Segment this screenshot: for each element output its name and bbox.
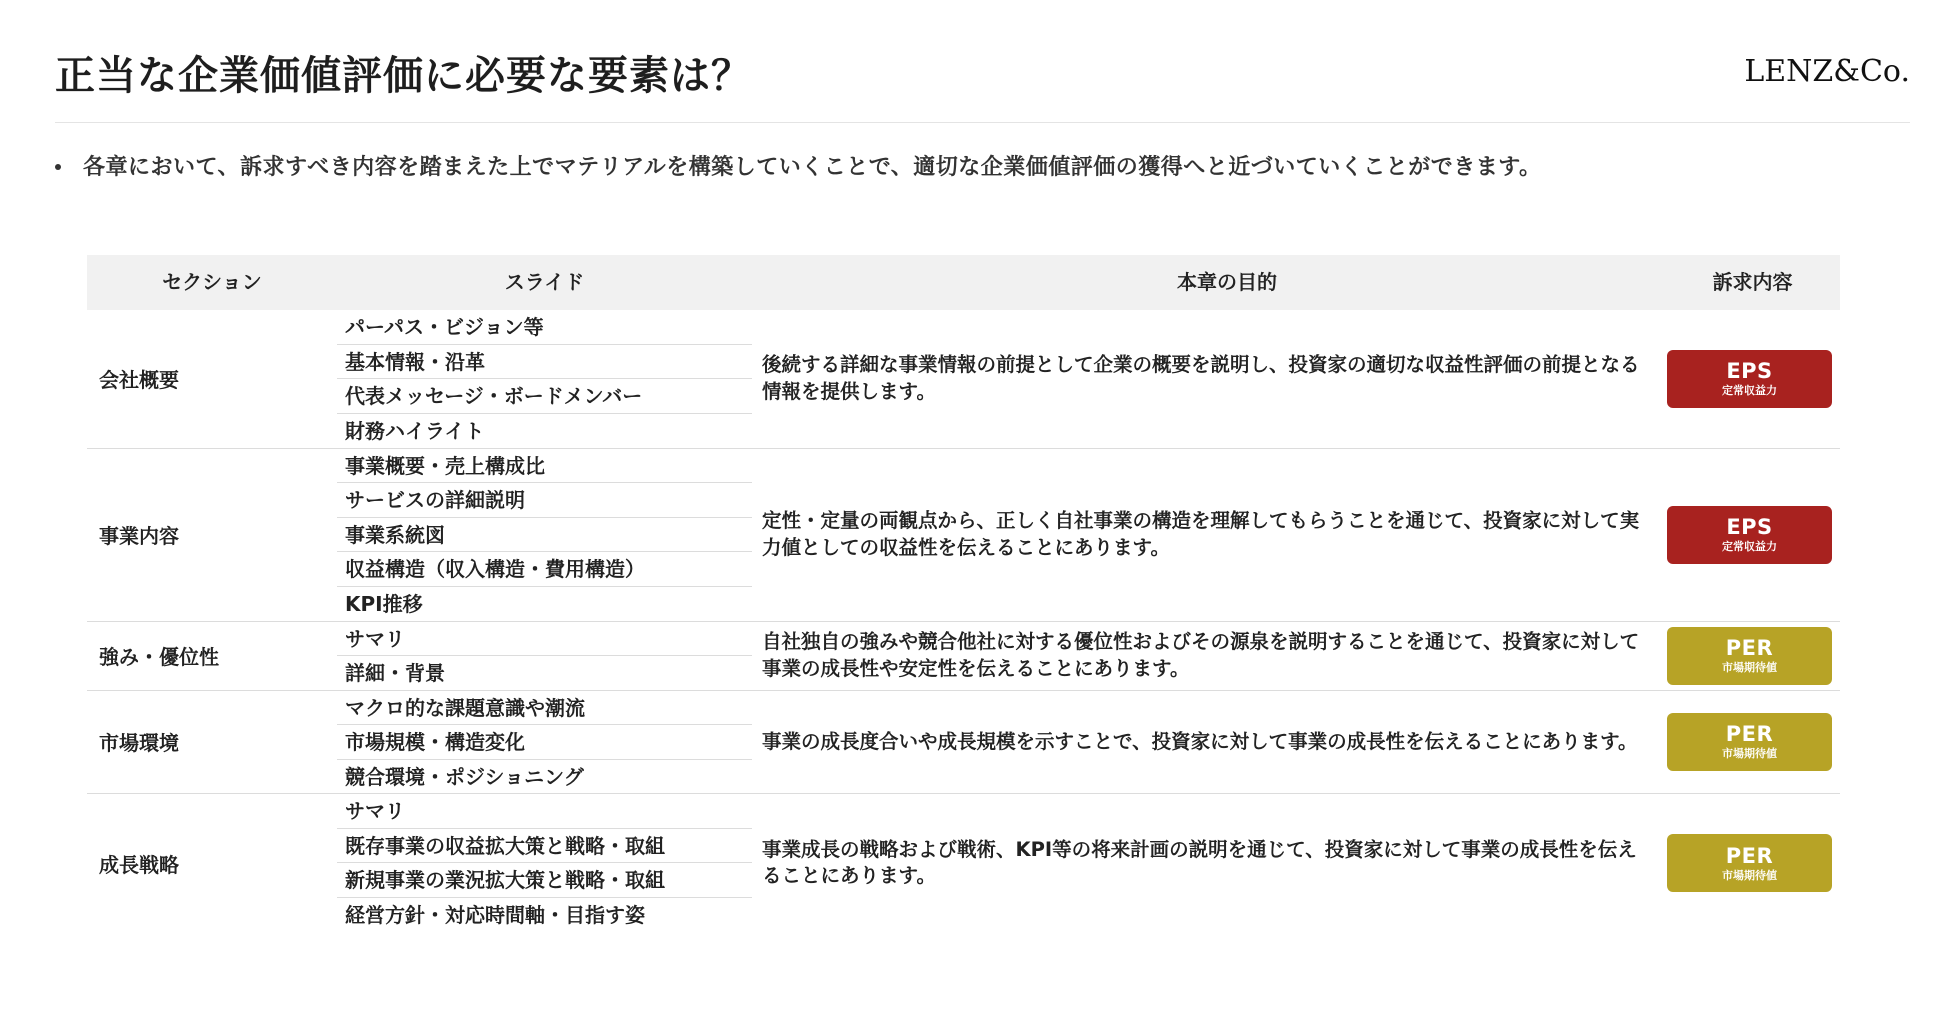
slide-item: 財務ハイライト xyxy=(345,418,485,443)
lead-bullet xyxy=(55,150,1542,181)
table-row xyxy=(87,449,1840,622)
slide-list xyxy=(337,691,752,795)
badge-label: EPS xyxy=(1726,514,1773,539)
section-name: 強み・優位性 xyxy=(99,645,219,669)
eps-badge xyxy=(1667,350,1832,408)
badge-sublabel: 定常収益力 xyxy=(1722,539,1777,553)
badge-label: EPS xyxy=(1726,359,1773,384)
page-title: 正当な企業価値評価に必要な要素は？ xyxy=(55,53,752,99)
chapter-table xyxy=(87,255,1840,933)
section-name: 成長戦略 xyxy=(99,852,179,877)
table-body xyxy=(87,310,1840,933)
badge-sublabel: 市場期待値 xyxy=(1722,747,1777,761)
header-slide: スライド xyxy=(504,270,585,294)
per-badge xyxy=(1667,627,1832,685)
slide-list xyxy=(337,622,752,691)
slide-item: 代表メッセージ・ボードメンバー xyxy=(337,379,752,414)
badge-sublabel: 市場期待値 xyxy=(1722,660,1777,674)
slide-item: マクロ的な課題意識や潮流 xyxy=(337,691,752,726)
badge-sublabel: 定常収益力 xyxy=(1722,384,1777,398)
slide-item: パーパス・ビジョン等 xyxy=(337,310,752,345)
badge-label: PER xyxy=(1725,722,1774,747)
appeal-cell xyxy=(1662,622,1837,690)
header-section: セクション xyxy=(162,270,262,294)
table-row xyxy=(87,310,1840,449)
slide-item: サマリ xyxy=(337,622,752,657)
slide-item: 事業系統図 xyxy=(337,518,752,553)
bullet-icon xyxy=(55,164,61,170)
chapter-purpose: 事業成長の戦略および戦術、KPI等の将来計画の説明を通じて、投資家に対して事業の成長性を伝えることにあります。 xyxy=(762,837,1637,888)
slide-item: サマリ xyxy=(337,794,752,829)
chapter-purpose: 事業の成長度合いや成長規模を示すことで、投資家に対して事業の成長性を伝えることにあります。 xyxy=(762,729,1638,753)
lead-text: 各章において、訴求すべき内容を踏まえた上でマテリアルを構築していくことで、適切な企業価値評価の獲得へと近づいていくことができます。 xyxy=(83,155,1542,180)
per-badge xyxy=(1667,713,1832,771)
chapter-purpose: 後続する詳細な事業情報の前提として企業の概要を説明し、投資家の適切な収益性評価の前提となる情報を提供します。 xyxy=(762,353,1640,403)
section-name: 事業内容 xyxy=(99,524,179,548)
slide-item: 新規事業の業況拡大策と戦略・取組 xyxy=(337,863,752,898)
slide-list xyxy=(337,449,752,622)
table-row xyxy=(87,691,1840,795)
slide-item: 基本情報・沿革 xyxy=(337,345,752,380)
slide-item: KPI推移 xyxy=(345,591,423,616)
appeal-cell xyxy=(1662,691,1837,794)
table-row xyxy=(87,794,1840,933)
slide-item: 既存事業の収益拡大策と戦略・取組 xyxy=(337,829,752,864)
per-badge xyxy=(1667,834,1832,892)
badge-label: PER xyxy=(1725,843,1774,868)
slide-item: 競合環境・ポジショニング xyxy=(345,764,584,789)
chapter-purpose: 自社独自の強みや競合他社に対する優位性およびその源泉を説明することを通じて、投資家に対して事業の成長性や安定性を伝えることにあります。 xyxy=(762,630,1640,680)
badge-sublabel: 市場期待値 xyxy=(1722,868,1777,882)
slide-item: 事業概要・売上構成比 xyxy=(337,449,752,484)
slide-list xyxy=(337,794,752,932)
badge-label: PER xyxy=(1725,635,1774,660)
slide-item: 市場規模・構造変化 xyxy=(337,725,752,760)
slide-item: 経営方針・対応時間軸・目指す姿 xyxy=(345,902,645,927)
appeal-cell xyxy=(1662,310,1837,448)
appeal-cell xyxy=(1662,794,1837,933)
header-appeal: 訴求内容 xyxy=(1712,270,1793,294)
slide-header xyxy=(55,44,1910,104)
slide-list xyxy=(337,310,752,448)
table-header xyxy=(87,255,1840,310)
slide-item: サービスの詳細説明 xyxy=(337,483,752,518)
header-purpose: 本章の目的 xyxy=(1177,270,1277,294)
slide-item: 収益構造（収入構造・費用構造） xyxy=(337,552,752,587)
slide-item: 詳細・背景 xyxy=(345,661,445,685)
eps-badge xyxy=(1667,506,1832,564)
chapter-purpose: 定性・定量の両観点から、正しく自社事業の構造を理解してもらうことを通じて、投資家に対して実力値としての収益性を伝えることにあります。 xyxy=(762,509,1640,559)
table-row xyxy=(87,622,1840,691)
header-divider xyxy=(55,122,1910,123)
section-name: 会社概要 xyxy=(99,368,179,393)
company-logo: LENZ&Co. xyxy=(1744,54,1910,89)
section-name: 市場環境 xyxy=(99,731,179,756)
appeal-cell xyxy=(1662,449,1837,621)
